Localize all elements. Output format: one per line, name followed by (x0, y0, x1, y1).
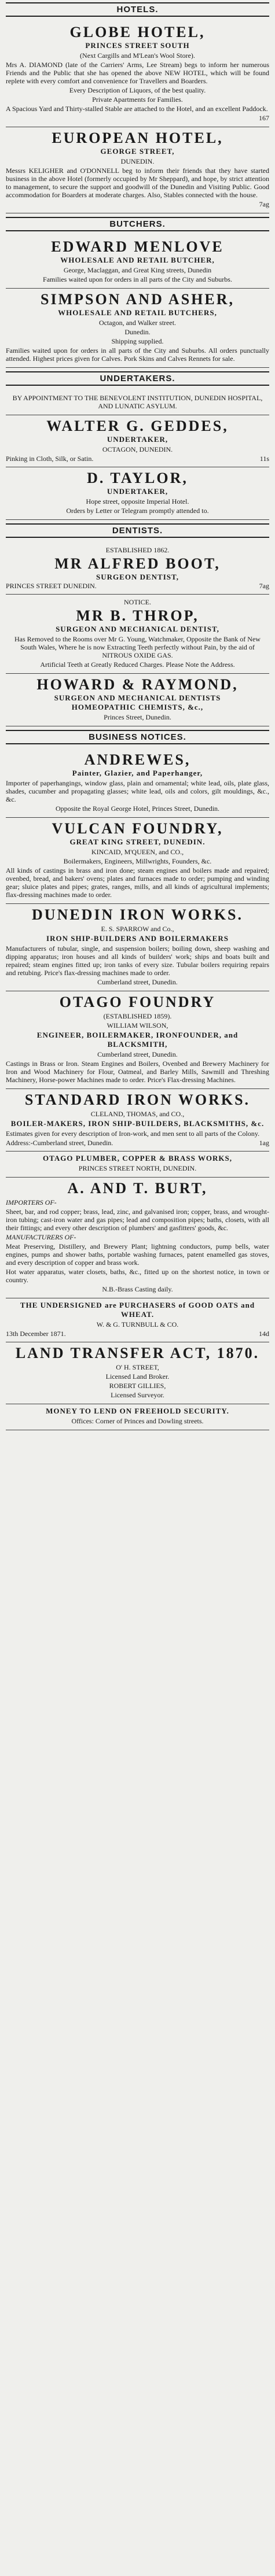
ad-firm: WILLIAM WILSON, (107, 1021, 168, 1029)
ad-title: SIMPSON AND ASHER, (41, 291, 234, 308)
ad-line: Every Description of Liquors, of the best quality. (69, 86, 206, 94)
ad-firm: KINCAID, M'QUEEN, and CO., (91, 848, 184, 856)
ad-title: MR ALFRED BOOT, (54, 555, 221, 572)
ad-line: Private Apartments for Families. (92, 95, 183, 104)
ad-shipping: Shipping supplied. (111, 337, 164, 345)
ad-note: Pinking in Cloth, Silk, or Satin. (6, 455, 94, 463)
ad-title: ANDREWES, (84, 751, 191, 768)
ad-simpson-asher (6, 289, 269, 368)
ad-date: 13th December 1871. (6, 1330, 66, 1338)
section-header-undertakers: UNDERTAKERS. (6, 371, 269, 386)
ad-boot (6, 542, 269, 595)
ad-body: Castings in Brass or Iron. Steam Engines and Boilers, Ovenbed and Brewery Machinery for Iron and Wood Machinery for Flour, Oatmeal, and Barley Mills, Sawmill and Threshing Machinery, Horse-power Machines made to order. Price's Flax-dressing Machines. (6, 1060, 269, 1084)
ad-established: (ESTABLISHED 1859). (103, 1012, 172, 1020)
ad-importers-label: IMPORTERS OF- (6, 1198, 57, 1206)
ad-dunedin-iron-works (6, 904, 269, 991)
ad-address: GEORGE STREET, (100, 147, 175, 156)
ad-address-note: (Next Cargills and M'Lean's Wool Store). (80, 51, 195, 60)
ad-menlove (6, 236, 269, 289)
ad-title: MR B. THROP, (76, 607, 199, 624)
ad-otago-plumber (6, 1152, 269, 1178)
ad-title: DUNEDIN IRON WORKS. (32, 906, 243, 923)
ad-title: OTAGO PLUMBER, COPPER & BRASS WORKS, (43, 1154, 232, 1162)
ad-body-3: Hot water apparatus, water closets, baths, &c., fitted up on the shortest notice, in town or country. (6, 1268, 269, 1284)
ad-otago-foundry (6, 991, 269, 1089)
ad-body: BY APPOINTMENT TO THE BENEVOLENT INSTITUTION, DUNEDIN HOSPITAL, AND LUNATIC ASYLUM. (12, 394, 263, 410)
ad-address: George, Maclaggan, and Great King streets, Dunedin (63, 266, 212, 274)
ad-standard-iron-works (6, 1089, 269, 1152)
ad-subtitle: SURGEON AND MECHANICAL DENTIST, (56, 625, 219, 633)
ad-title: MONEY TO LEND ON FREEHOLD SECURITY. (46, 1407, 229, 1415)
ad-body: Importer of paperhangings, window glass, plain and ornamental; white lead, oils, plate glass, shades, cucumber and propagating glasses; white lead, oils and colors, gilt mouldings, &c., &c. (6, 779, 269, 803)
ad-address: O' H. STREET, (116, 1363, 159, 1371)
ad-body: Messrs KELIGHER and O'DONNELL beg to inform their friends that they have started business in the above Hotel (formerly occupied by Mr Sheppard), and hope, by strict attention to management, to secure the support and goodwill of the Dunedin and Visiting Public. Good accommodation for Boarders at moderate charges. Also, Stables connected with the house. (6, 167, 269, 199)
ad-address: Octagon, and Walker street. (98, 319, 177, 327)
ad-footer-row (6, 1330, 269, 1338)
section-header-hotels: HOTELS. (6, 2, 269, 17)
ad-town: DUNEDIN. (120, 157, 155, 165)
ad-town: Dunedin. (124, 328, 151, 336)
ad-address: Cumberland street, Dunedin. (97, 978, 178, 986)
ad-subtitle: Painter, Glazier, and Paperhanger, (72, 769, 203, 777)
ad-code: 7ag (259, 582, 269, 590)
ad-subtitle-2: Licensed Surveyor. (111, 1391, 164, 1399)
ad-address: PRINCES STREET NORTH, DUNEDIN. (78, 1164, 197, 1172)
ad-subtitle: GREAT KING STREET, DUNEDIN. (69, 837, 206, 846)
ad-title: LAND TRANSFER ACT, 1870. (15, 1345, 260, 1361)
ad-european-hotel (6, 127, 269, 213)
ad-firm: W. & G. TURNBULL & CO. (96, 1320, 179, 1328)
ad-firm: E. S. SPARROW and Co., (101, 925, 174, 933)
ad-subtitle: BOILER-MAKERS, IRON SHIP-BUILDERS, BLACKSMITHS, &c. (10, 1119, 265, 1128)
ad-note: N.B.-Brass Casting daily. (102, 1285, 173, 1293)
ad-body: Families waited upon for orders in all parts of the City and Suburbs. All orders punctually attended. Highest prices given for Calves. Pork Skins and Calves Rennets for sale. (6, 346, 269, 363)
ad-geddes (6, 415, 269, 467)
ad-howard-raymond (6, 674, 269, 726)
ad-subtitle: WHOLESALE AND RETAIL BUTCHERS, (58, 308, 217, 317)
ad-subtitle-2: Boilermakers, Engineers, Millwrights, Founders, &c. (63, 857, 212, 865)
ad-body: All kinds of castings in brass and iron done; steam engines and boilers made and repaired; ovenbed, bread, and bakers' ovens; plates and furnaces made to order; pumping and winding gear; sluice plates and pipes; grates, ranges, mills, and all kinds of agricultural implements; flax-dressing machines made to order. (6, 866, 269, 899)
ad-address: Cumberland street, Dunedin. (97, 1050, 178, 1058)
ad-undersigned (6, 1298, 269, 1342)
ad-name: ROBERT GILLIES, (109, 1382, 166, 1390)
ad-address: Princes Street, Dunedin. (104, 713, 171, 721)
ad-subtitle: ENGINEER, BOILERMAKER, IRONFOUNDER, and BLACKSMITH, (36, 1031, 239, 1049)
ad-andrews (6, 749, 269, 818)
ad-line: A Spacious Yard and Thirty-stalled Stable are attached to the Hotel, and an excellent Paddock. (6, 105, 268, 113)
ad-globe-hotel (6, 21, 269, 127)
ad-body: Has Removed to the Rooms over Mr G. Young, Watchmaker, Opposite the Bank of New South Wales, Where he is now Extracting Teeth perfectly without Pain, by the aid of NITROUS OXIDE GAS. (14, 635, 261, 659)
ad-subtitle-2: HOMEOPATHIC CHEMISTS, &c., (71, 703, 204, 711)
ad-land-transfer (6, 1342, 269, 1404)
ad-code: 1ag (259, 1139, 269, 1147)
ad-address: Offices: Corner of Princes and Dowling streets. (71, 1417, 204, 1425)
ad-title: THE UNDERSIGNED are PURCHASERS of GOOD OATS and WHEAT. (20, 1301, 255, 1319)
ad-code: 11s (259, 455, 269, 463)
ad-body: Mrs A. DIAMOND (late of the Carriers' Arms, Lee Stream) begs to inform her numerous Friends and the Public that she has opened the above NEW HOTEL, which will be found replete with every comfort and convenience for Travellers and Boarders. (6, 61, 269, 85)
ad-subtitle: IRON SHIP-BUILDERS AND BOILERMAKERS (46, 934, 229, 943)
ad-appointment (6, 390, 269, 415)
ad-address: Opposite the Royal George Hotel, Princes Street, Dunedin. (55, 804, 220, 813)
ad-note: Orders by Letter or Telegram promptly attended to. (66, 507, 209, 515)
ad-title: HOWARD & RAYMOND, (36, 676, 239, 693)
ad-body: Estimates given for every description of Iron-work, and men sent to all parts of the Colony. (6, 1130, 260, 1138)
ad-burt (6, 1178, 269, 1298)
ad-body: Sheet, bar, and rod copper; brass, lead, zinc, and galvanised iron; copper, brass, and wrought-iron tubing; cast-iron water and gas pipes; lead and composition pipes; baths, closets, with all their fittings; and every other description of plumbers' and gasfitters' goods, &c. (6, 1208, 269, 1232)
ad-established: ESTABLISHED 1862. (105, 546, 170, 554)
ad-body: Manufacturers of tubular, single, and suspension boilers; boiling down, sheep washing and dipping apparatus; iron houses and all kinds of builders' work; ships and boats built and repaired; steam engines fitted up; iron tanks of every size. Tubular boilers requiring repairs and retubing. Price's flax-dressing machines made to order. (6, 944, 269, 977)
ad-note: Artificial Teeth at Greatly Reduced Charges. Please Note the Address. (40, 660, 235, 669)
ad-address: PRINCES STREET DUNEDIN. (6, 582, 97, 590)
ad-manufacturers-label: MANUFACTURERS OF- (6, 1233, 76, 1241)
section-header-business: BUSINESS NOTICES. (6, 730, 269, 744)
ad-title: EDWARD MENLOVE (51, 238, 224, 255)
ad-subtitle: UNDERTAKER, (107, 487, 168, 496)
ad-address: OCTAGON, DUNEDIN. (102, 445, 173, 453)
ad-throp (6, 595, 269, 674)
ad-title: WALTER G. GEDDES, (46, 418, 229, 434)
ad-title: VULCAN FOUNDRY, (52, 820, 223, 837)
ad-code: 14d (259, 1330, 269, 1338)
ad-body-2: Meat Preserving, Distillery, and Brewery Plant; lightning conductors, pump bells, water engines, pumps and shower baths, portable washing furnaces, patent enamelled gas stoves, and every description of copper and brass work. (6, 1242, 269, 1267)
section-header-butchers: BUTCHERS. (6, 217, 269, 231)
ad-title: OTAGO FOUNDRY (59, 994, 216, 1010)
ad-code: 167 (259, 114, 269, 122)
section-header-dentists: DENTISTS. (6, 523, 269, 538)
ad-title: EUROPEAN HOTEL, (52, 130, 223, 146)
ad-code: 7ag (259, 200, 269, 208)
ad-notice: NOTICE. (124, 598, 151, 606)
ad-footer-row (6, 1139, 269, 1147)
ad-firm: CLELAND, THOMAS, and CO., (90, 1110, 185, 1118)
ad-subtitle: UNDERTAKER, (107, 435, 168, 444)
ad-title: STANDARD IRON WORKS. (24, 1091, 251, 1108)
ad-note: Families waited upon for orders in all parts of the City and Suburbs. (43, 275, 232, 283)
ad-footer-row (6, 455, 269, 463)
ad-footer-row (6, 582, 269, 591)
ad-title: A. AND T. BURT, (67, 1180, 208, 1197)
ad-money-to-lend (6, 1404, 269, 1430)
ad-subtitle: SURGEON DENTIST, (96, 573, 179, 581)
ad-subtitle: Licensed Land Broker. (105, 1372, 170, 1381)
ad-title: D. TAYLOR, (87, 470, 188, 486)
ad-subtitle: WHOLESALE AND RETAIL BUTCHER, (60, 256, 215, 264)
ad-subtitle: SURGEON AND MECHANICAL DENTISTS (54, 693, 221, 702)
ad-address: PRINCES STREET SOUTH (85, 41, 190, 50)
ad-title: GLOBE HOTEL, (69, 24, 206, 40)
ad-address: Address:-Cumberland street, Dunedin. (6, 1139, 113, 1147)
ad-taylor (6, 467, 269, 520)
ad-vulcan-foundry (6, 818, 269, 904)
ad-address: Hope street, opposite Imperial Hotel. (86, 497, 189, 505)
